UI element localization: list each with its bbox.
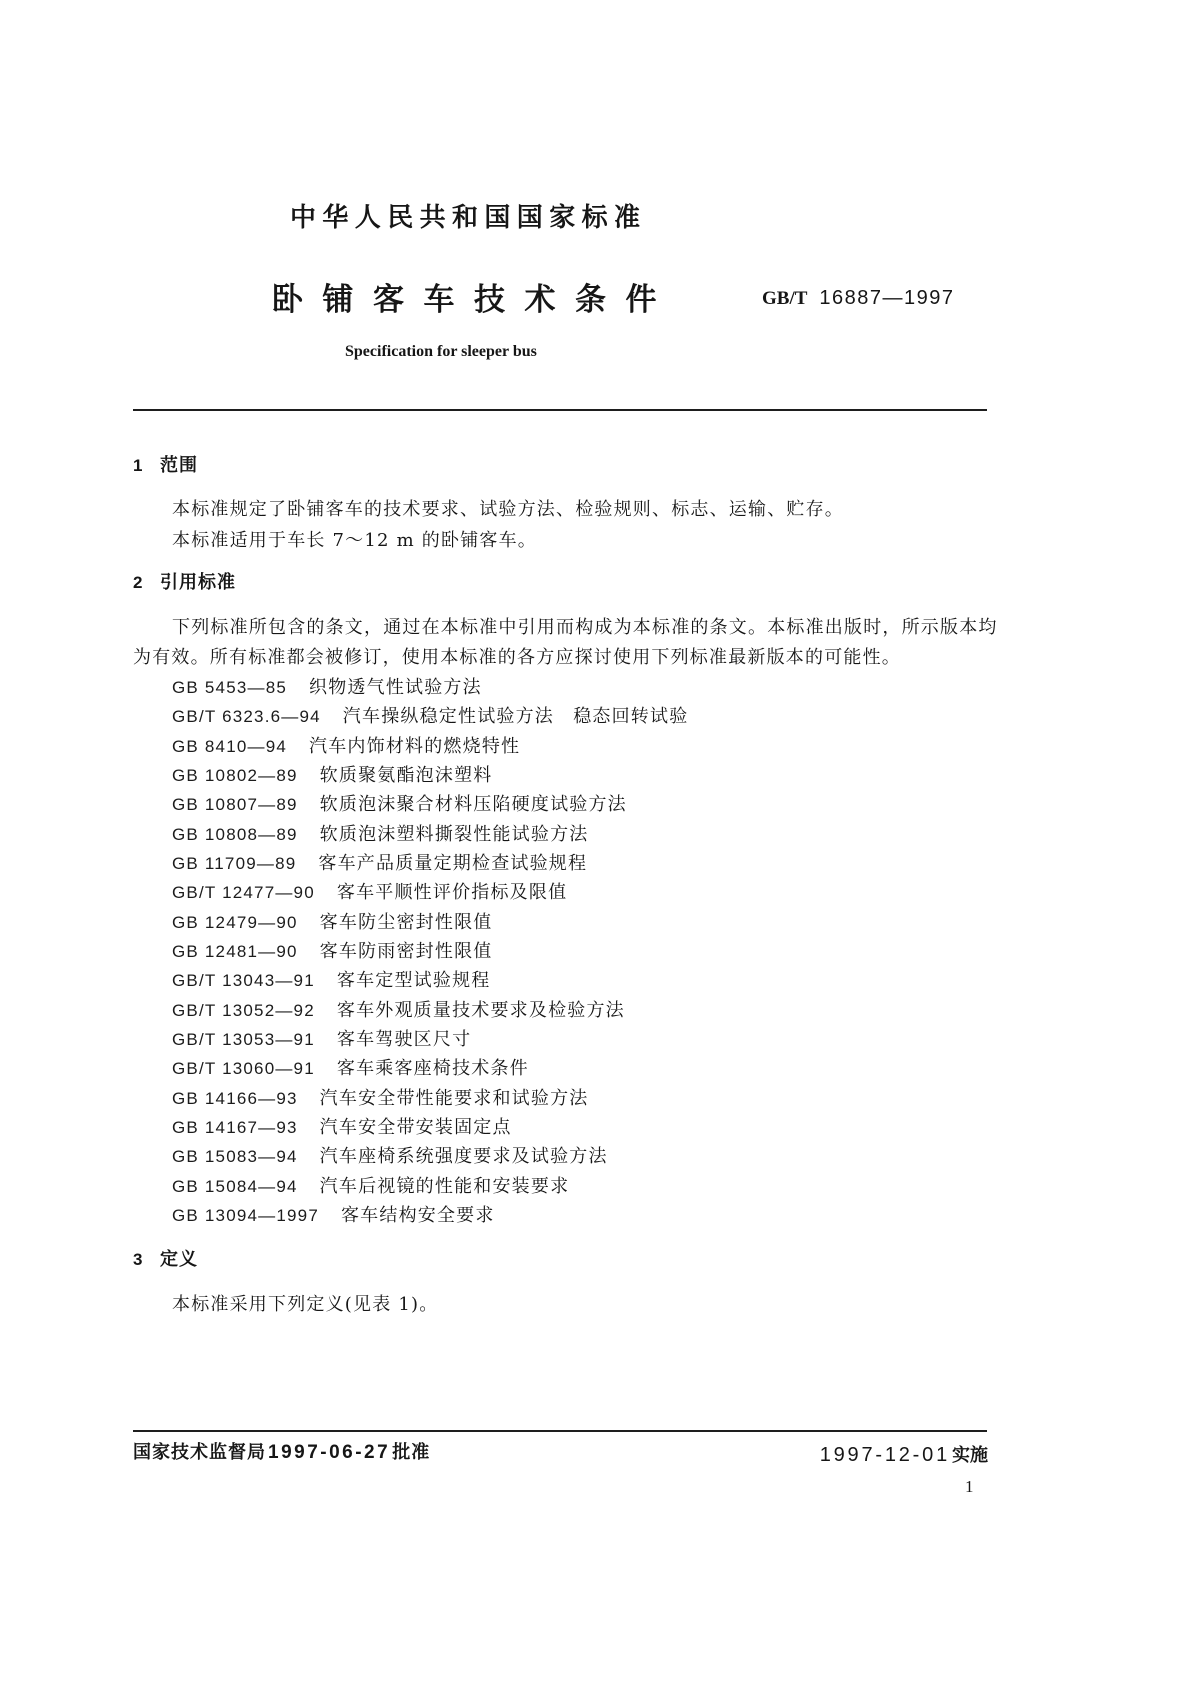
- reference-code: GB 14166—93: [172, 1088, 298, 1108]
- reference-title: 客车定型试验规程: [336, 970, 491, 992]
- reference-title: 汽车座椅系统强度要求及试验方法: [319, 1146, 608, 1168]
- reference-code: GB 13094—1997: [172, 1205, 319, 1225]
- reference-title: 客车乘客座椅技术条件: [336, 1058, 529, 1080]
- section-3-heading: [133, 1245, 198, 1275]
- reference-title: 织物透气性试验方法: [309, 677, 482, 698]
- section-2-intro-line-1: 下列标准所包含的条文，通过在本标准中引用而构成为本标准的条文。本标准出版时，所示版本均: [172, 617, 998, 638]
- reference-code: GB 14167—93: [172, 1117, 298, 1137]
- reference-title: 汽车操纵稳定性试验方法 稳态回转试验: [342, 706, 689, 728]
- section-title: 范围: [160, 455, 198, 476]
- reference-code: GB 11709—89: [172, 853, 297, 873]
- reference-item: [172, 820, 688, 849]
- reference-title: 客车结构安全要求: [340, 1204, 495, 1226]
- section-2-intro-line-2: 为有效。所有标准都会被修订，使用本标准的各方应探讨使用下列标准最新版本的可能性。: [133, 647, 901, 668]
- reference-title: 软质聚氨酯泡沫塑料: [319, 764, 493, 786]
- reference-code: GB 10802—89: [172, 765, 298, 785]
- section-2-heading: [133, 568, 236, 598]
- org-title: 中华人民共和国国家标准: [290, 203, 647, 233]
- effective-label: 实施: [952, 1445, 988, 1466]
- reference-code: GB 8410—94: [172, 736, 288, 756]
- reference-item: [172, 732, 688, 761]
- reference-item: [172, 1201, 688, 1230]
- approval-organization: 国家技术监督局: [133, 1442, 266, 1463]
- reference-title: 客车平顺性评价指标及限值: [336, 882, 568, 904]
- reference-item: [172, 673, 688, 702]
- reference-code: GB 12481—90: [172, 941, 298, 961]
- reference-item: [172, 761, 688, 790]
- reference-code: GB/T 13060—91: [172, 1059, 315, 1079]
- reference-code: GB/T 13043—91: [172, 971, 315, 991]
- reference-item: [172, 1113, 688, 1142]
- reference-item: [172, 849, 688, 878]
- reference-code: GB 5453—85: [172, 678, 288, 697]
- section-1-paragraph-2: 本标准适用于车长 7～12 m 的卧铺客车。: [172, 530, 537, 551]
- page-number: 1: [965, 1477, 974, 1496]
- reference-item: [172, 1142, 688, 1171]
- section-number: 2: [133, 573, 143, 592]
- header-rule: [133, 409, 987, 411]
- reference-title: 汽车内饰材料的燃烧特性: [309, 735, 521, 757]
- reference-item: [172, 996, 688, 1025]
- reference-item: [172, 1025, 688, 1054]
- standard-prefix: GB/T: [762, 288, 808, 309]
- reference-code: GB/T 13053—91: [172, 1029, 315, 1049]
- reference-title: 汽车安全带性能要求和试验方法: [319, 1087, 589, 1109]
- reference-code: GB 12479—90: [172, 912, 298, 932]
- reference-item: [172, 1084, 688, 1113]
- reference-item: [172, 908, 688, 937]
- approval-date: 1997-06-27: [268, 1442, 391, 1463]
- section-3-paragraph-1: 本标准采用下列定义(见表 1)。: [172, 1294, 439, 1315]
- reference-code: GB/T 13052—92: [172, 1000, 315, 1020]
- reference-title: 汽车后视镜的性能和安装要求: [319, 1175, 570, 1197]
- reference-code: GB 15083—94: [172, 1147, 298, 1167]
- effective-date: 1997-12-01: [819, 1444, 950, 1466]
- english-title: Specification for sleeper bus: [345, 343, 537, 360]
- section-title: 引用标准: [160, 572, 236, 593]
- reference-item: [172, 1172, 688, 1201]
- standard-code: [762, 283, 955, 314]
- reference-item: [172, 966, 688, 995]
- reference-title: 客车防雨密封性限值: [319, 940, 493, 962]
- section-1-paragraph-1: 本标准规定了卧铺客车的技术要求、试验方法、检验规则、标志、运输、贮存。: [172, 499, 844, 520]
- section-number: 3: [133, 1250, 143, 1269]
- reference-title: 客车驾驶区尺寸: [336, 1028, 472, 1050]
- section-title: 定义: [160, 1249, 198, 1270]
- approval-label: 批准: [392, 1442, 431, 1463]
- reference-item: [172, 702, 688, 731]
- reference-code: GB 15084—94: [172, 1176, 298, 1196]
- reference-title: 客车产品质量定期检查试验规程: [318, 852, 588, 874]
- reference-code: GB/T 6323.6—94: [172, 707, 321, 727]
- reference-item: [172, 878, 688, 907]
- reference-code: GB/T 12477—90: [172, 883, 315, 903]
- reference-title: 客车外观质量技术要求及检验方法: [336, 999, 625, 1021]
- reference-item: [172, 937, 688, 966]
- reference-title: 客车防尘密封性限值: [319, 911, 493, 933]
- reference-code: GB 10807—89: [172, 795, 298, 815]
- standard-number: 16887—1997: [819, 287, 955, 309]
- doc-title: 卧铺客车技术条件: [272, 282, 676, 318]
- reference-item: [172, 1054, 688, 1083]
- reference-title: 软质泡沫塑料撕裂性能试验方法: [319, 823, 589, 845]
- section-number: 1: [133, 456, 143, 475]
- reference-item: [172, 790, 688, 819]
- section-1-heading: [133, 451, 198, 481]
- reference-code: GB 10808—89: [172, 824, 298, 844]
- reference-list: [172, 673, 688, 1230]
- reference-title: 汽车安全带安装固定点: [319, 1116, 512, 1138]
- approval-line: [133, 1440, 430, 1466]
- reference-title: 软质泡沫聚合材料压陷硬度试验方法: [319, 794, 627, 816]
- footer-rule: [133, 1430, 987, 1432]
- effective-line: [820, 1442, 988, 1469]
